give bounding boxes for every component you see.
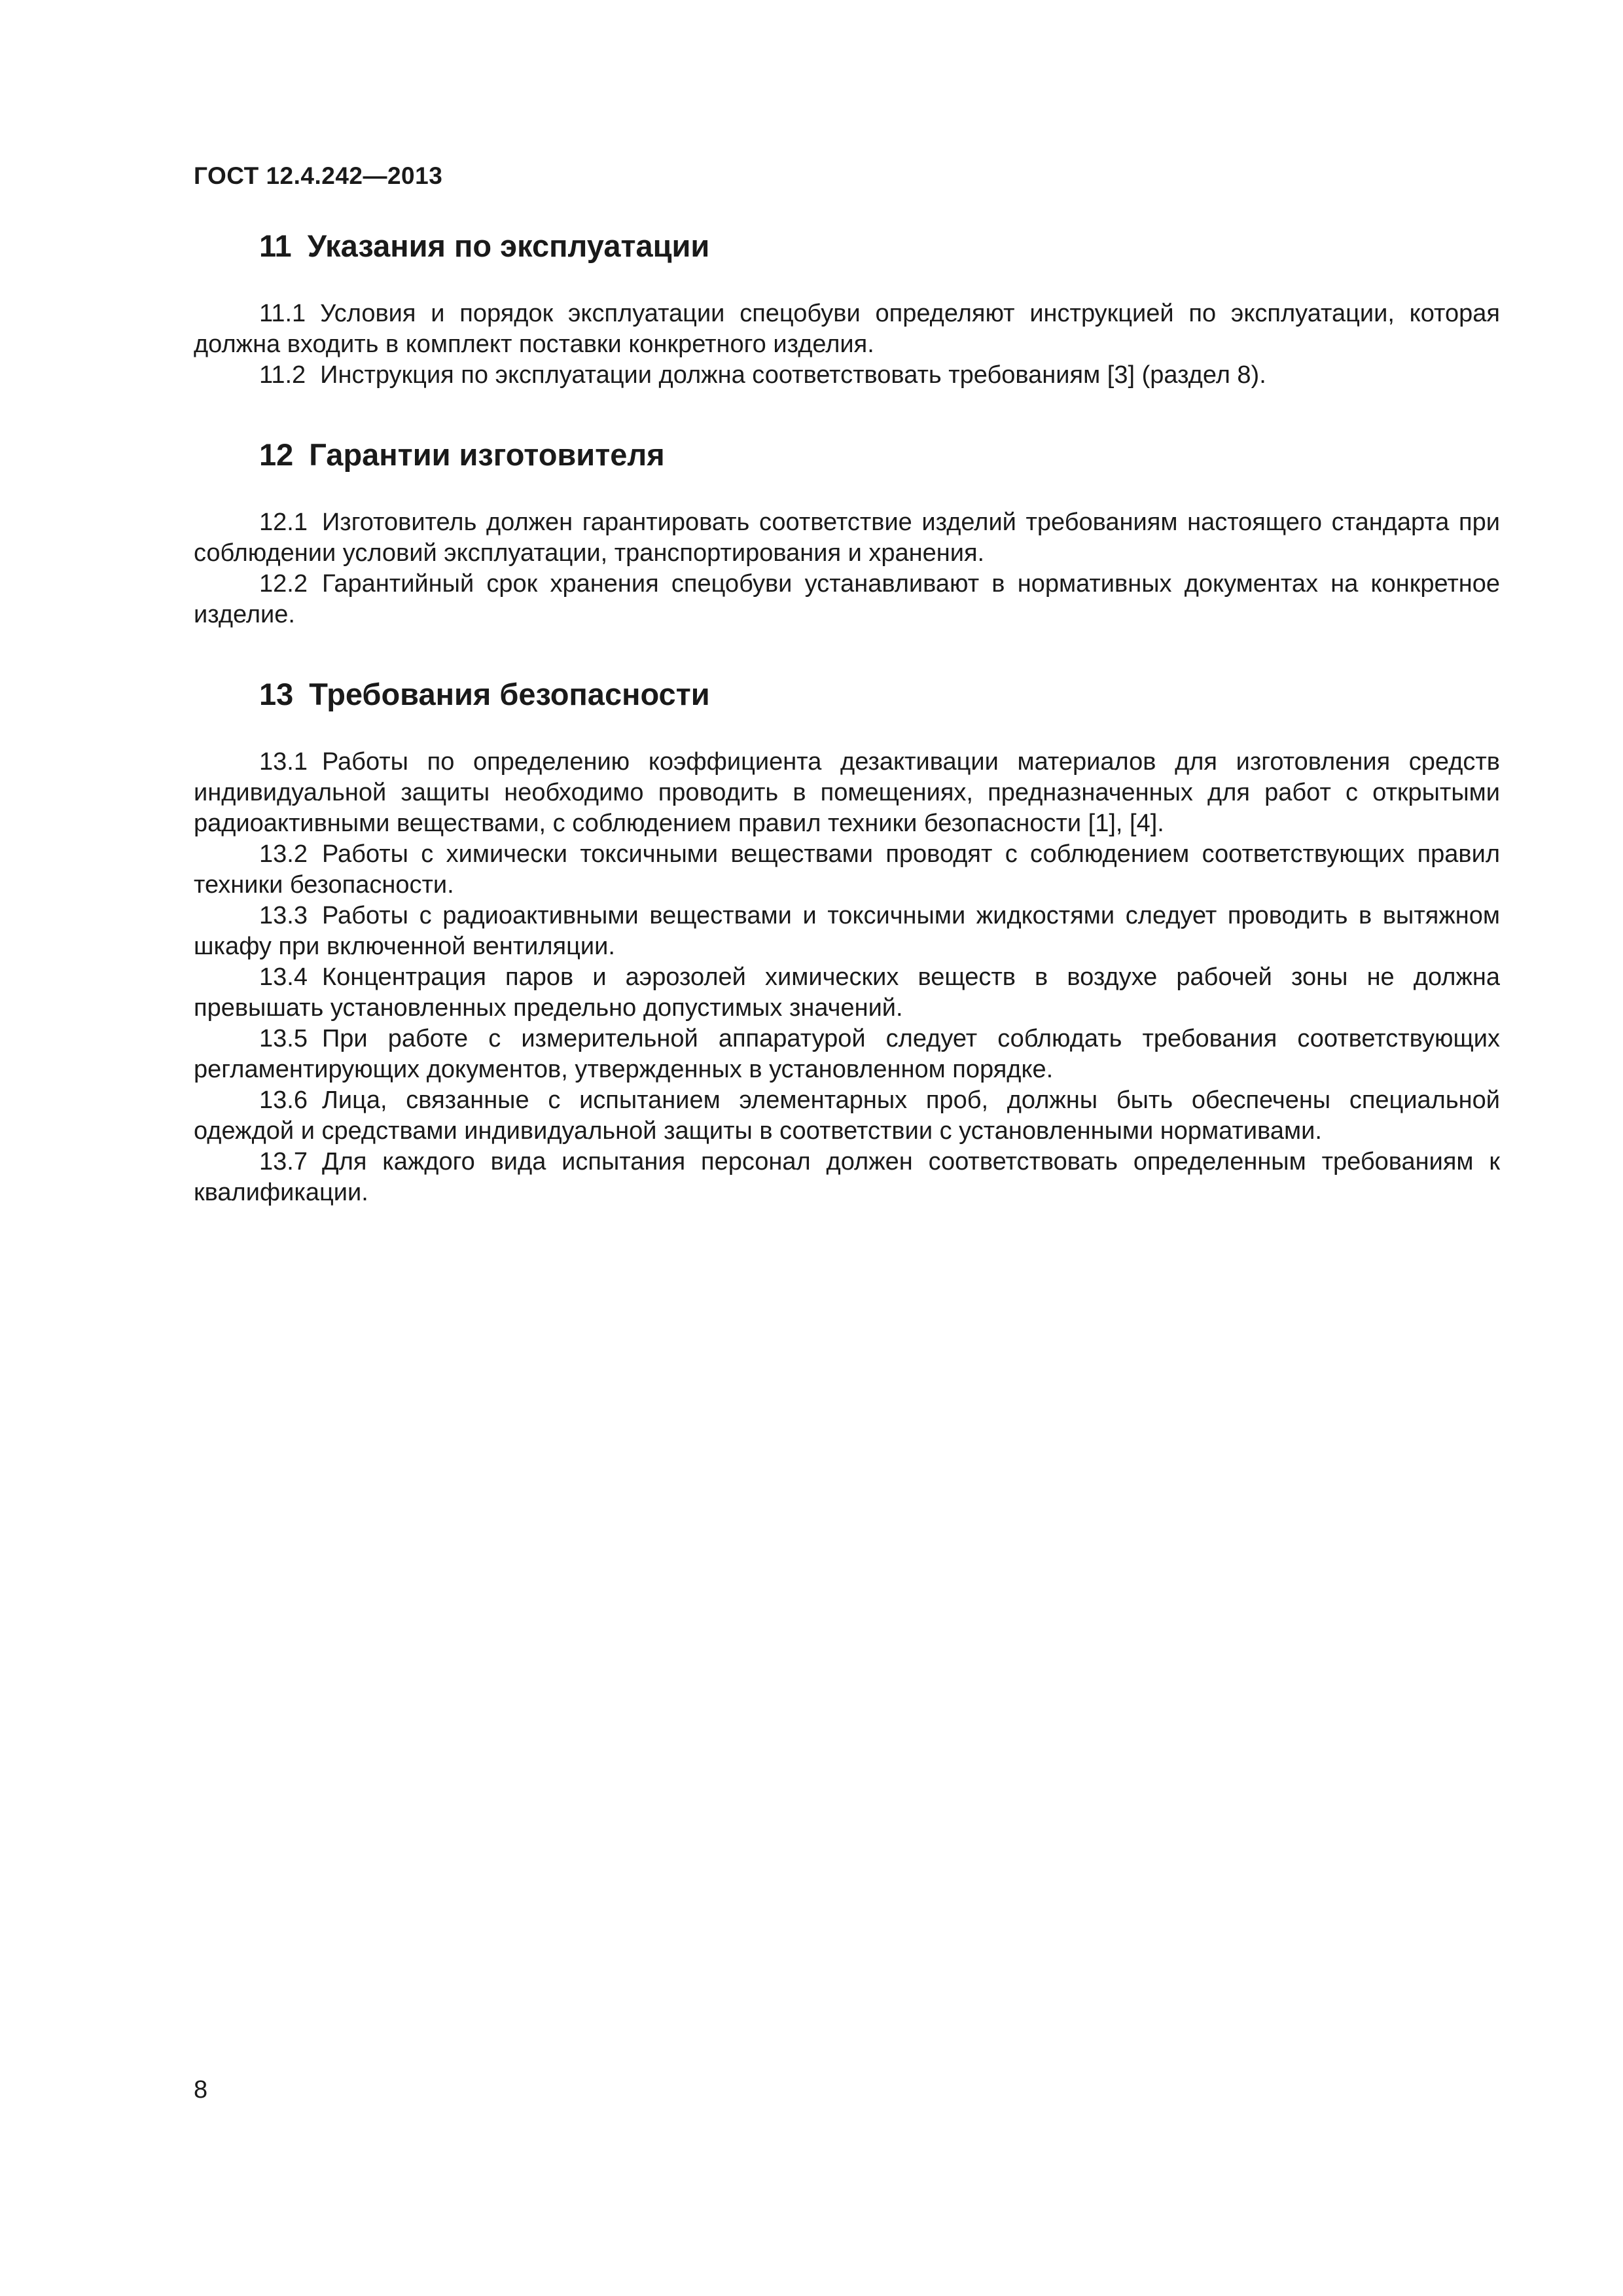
section-13 xyxy=(194,671,1500,1208)
paragraph-text: При работе с измерительной аппаратурой следует соблюдать требования соответствующих регламентирующих документов, утвержденных в установленном порядке. xyxy=(194,1025,1500,1083)
paragraph-text: Изготовитель должен гарантировать соответствие изделий требованиям настоящего стандарта при соблюдении условий эксплуатации, транспортирования и хранения. xyxy=(194,509,1500,567)
paragraph-text: Работы с химически токсичными веществами проводят с соблюдением соответствующих правил техники безопасности. xyxy=(194,840,1500,899)
paragraph-number: 13.4 xyxy=(259,963,308,991)
section-number: 11 xyxy=(259,228,292,263)
paragraph-text: Инструкция по эксплуатации должна соответствовать требованиям [3] (раздел 8). xyxy=(320,361,1266,389)
paragraph-11-1 xyxy=(194,298,1500,360)
paragraph-number: 13.1 xyxy=(259,748,308,776)
page-number: 8 xyxy=(194,2076,208,2104)
paragraph-number: 13.3 xyxy=(259,902,308,929)
section-title: Указания по эксплуатации xyxy=(307,228,710,263)
section-heading xyxy=(259,431,1500,478)
paragraph-12-1 xyxy=(194,507,1500,569)
paragraph-number: 13.5 xyxy=(259,1025,308,1052)
section-heading xyxy=(259,223,1500,270)
paragraph-13-5 xyxy=(194,1024,1500,1085)
paragraph-number: 13.2 xyxy=(259,840,308,868)
paragraph-number: 11.1 xyxy=(259,300,306,327)
paragraph-text: Концентрация паров и аэрозолей химических веществ в воздухе рабочей зоны не должна превышать установленных предельно допустимых значений. xyxy=(194,963,1500,1022)
paragraph-number: 12.2 xyxy=(259,570,308,598)
paragraph-text: Гарантийный срок хранения спецобуви устанавливают в нормативных документах на конкретное изделие. xyxy=(194,570,1500,628)
section-number: 13 xyxy=(259,677,294,711)
section-title: Гарантии изготовителя xyxy=(309,437,665,472)
paragraph-text: Условия и порядок эксплуатации спецобуви определяют инструкцией по эксплуатации, которая должна входить в комплект поставки конкретного изделия. xyxy=(194,300,1500,358)
paragraph-13-6 xyxy=(194,1085,1500,1147)
paragraph-12-2 xyxy=(194,569,1500,630)
section-title: Требования безопасности xyxy=(309,677,710,711)
paragraph-text: Для каждого вида испытания персонал должен соответствовать определенным требованиям к квалификации. xyxy=(194,1148,1500,1206)
paragraph-13-3 xyxy=(194,901,1500,962)
section-heading xyxy=(259,671,1500,718)
paragraph-13-1 xyxy=(194,747,1500,839)
section-number: 12 xyxy=(259,437,294,472)
paragraph-13-7 xyxy=(194,1147,1500,1208)
paragraph-number: 13.7 xyxy=(259,1148,308,1175)
section-11 xyxy=(194,223,1500,391)
paragraph-text: Работы по определению коэффициента дезактивации материалов для изготовления средств индивидуальной защиты необходимо проводить в помещениях, предназначенных для работ с открытыми радиоактивными веществами, с соблюдением правил техники безопасности [1], [4]. xyxy=(194,748,1500,837)
section-12 xyxy=(194,431,1500,630)
document-body xyxy=(194,223,1500,1208)
paragraph-11-2 xyxy=(194,360,1500,391)
paragraph-13-4 xyxy=(194,962,1500,1024)
paragraph-text: Работы с радиоактивными веществами и токсичными жидкостями следует проводить в вытяжном шкафу при включенной вентиляции. xyxy=(194,902,1500,960)
document-code-header: ГОСТ 12.4.242—2013 xyxy=(194,162,443,189)
paragraph-13-2 xyxy=(194,839,1500,901)
paragraph-number: 13.6 xyxy=(259,1086,308,1114)
paragraph-text: Лица, связанные с испытанием элементарных проб, должны быть обеспечены специальной одеждой и средствами индивидуальной защиты в соответствии с установленными нормативами. xyxy=(194,1086,1500,1145)
paragraph-number: 12.1 xyxy=(259,509,308,536)
paragraph-number: 11.2 xyxy=(259,361,306,389)
